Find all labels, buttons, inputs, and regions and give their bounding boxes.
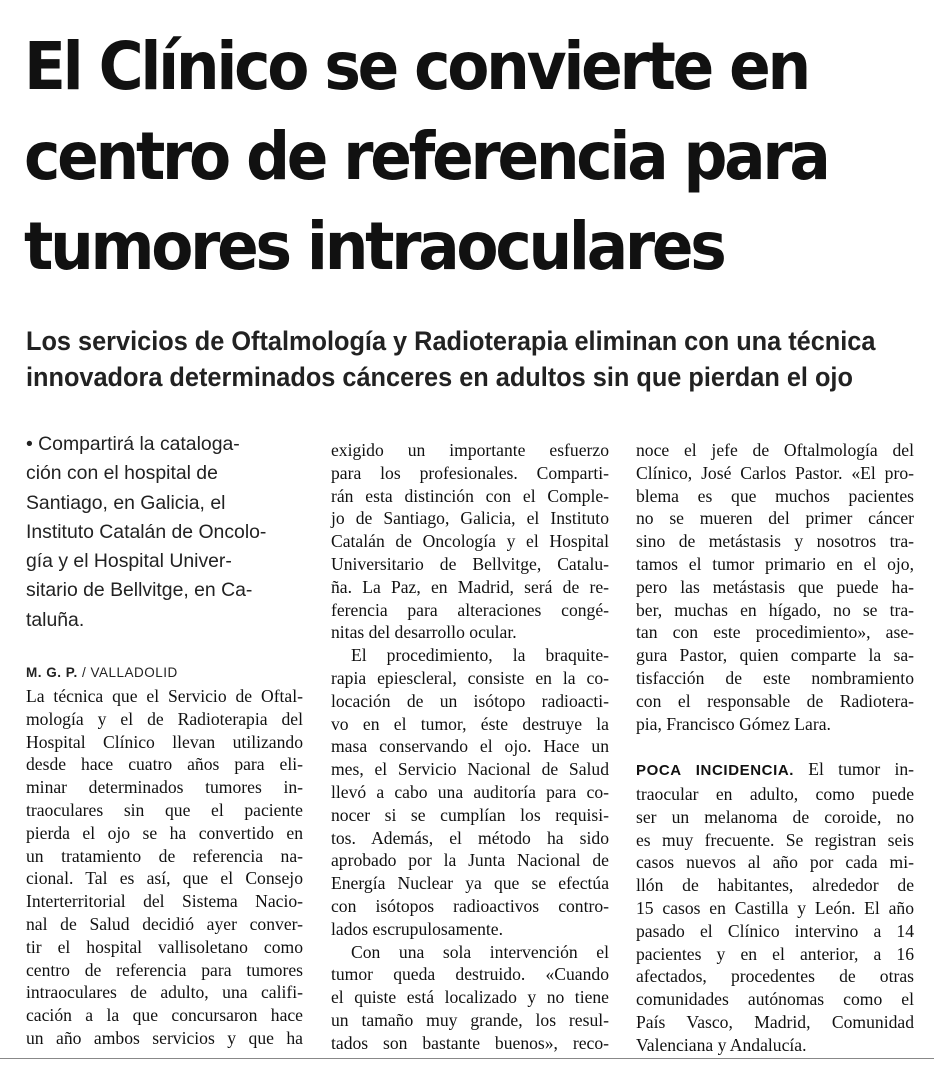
text-line: pero las metástasis que puede ha- bbox=[636, 576, 914, 597]
text-line: tados son bastante buenos», reco- bbox=[331, 1032, 609, 1053]
text-line: el quiste está localizado y no tiene bbox=[331, 987, 609, 1008]
text-line: locación de un isótopo radioacti- bbox=[331, 690, 609, 711]
text-line: ber, muchas en hígado, no se tra- bbox=[636, 599, 914, 620]
text-line: mología y el de Radioterapia del bbox=[26, 708, 303, 729]
text-line: casos nuevos al año por cada mi- bbox=[636, 852, 914, 873]
text-line: nocer si se cumplían los requisi- bbox=[331, 804, 609, 825]
text-line: El procedimiento, la braquite- bbox=[351, 645, 609, 666]
headline bbox=[24, 22, 852, 292]
text-line: pia, Francisco Gómez Lara. bbox=[636, 713, 831, 734]
summary-line: ción con el hospital de bbox=[26, 462, 218, 485]
text-line: cación a la que concursaron hace bbox=[26, 1005, 303, 1026]
summary-line: • Compartirá la cataloga- bbox=[26, 433, 240, 455]
text-line: tan con este procedimiento», ase- bbox=[636, 622, 914, 643]
text-line: para los profesionales. Comparti- bbox=[331, 462, 609, 483]
text-line: ser un melanoma de coroide, no bbox=[636, 806, 914, 827]
text-line: La técnica que el Servicio de Oftal- bbox=[26, 686, 303, 706]
text-line: rapia epiescleral, consiste en la co- bbox=[331, 667, 609, 688]
text-line: Universitario de Bellvitge, Catalu- bbox=[331, 553, 609, 574]
text-line: comunidades autónomas como el bbox=[636, 989, 914, 1010]
text-line: Catalán de Oncología y el Hospital bbox=[331, 531, 609, 552]
text-line: tir el hospital vallisoletano como bbox=[26, 936, 303, 957]
text-line: aprobado por la Junta Nacional de bbox=[331, 850, 609, 871]
summary-line: gía y el Hospital Univer- bbox=[26, 550, 232, 573]
text-line: traoculares sin que el paciente bbox=[26, 799, 303, 820]
text-line: intraoculares de adulto, una califi- bbox=[26, 982, 303, 1003]
article-column-1 bbox=[26, 685, 303, 1050]
text-line: nal de Salud decidió ayer conver- bbox=[26, 913, 303, 934]
text-line: pacientes y en el anterior, a 16 bbox=[636, 943, 914, 964]
text-line: con isótopos radioactivos contro- bbox=[331, 895, 609, 916]
text-line: un tratamiento de referencia na- bbox=[26, 845, 303, 866]
text-line: minar determinados tumores in- bbox=[26, 777, 303, 798]
text-line: un tamaño muy grande, los resul- bbox=[331, 1009, 609, 1030]
text-line: Valenciana y Andalucía. bbox=[636, 1034, 807, 1055]
text-line: nitas del desarrollo ocular. bbox=[331, 622, 517, 643]
headline-line: tumores intraoculares bbox=[24, 208, 724, 285]
byline-location: / VALLADOLID bbox=[77, 665, 178, 680]
text-line: es muy frecuente. Se registran seis bbox=[636, 829, 914, 850]
text-line: masa conservando el ojo. Hace un bbox=[331, 736, 609, 757]
summary-line: sitario de Bellvitge, en Ca- bbox=[26, 579, 253, 602]
text-line: con el responsable de Radiotera- bbox=[636, 690, 914, 711]
text-line: cional. Tal es así, que el Consejo bbox=[26, 868, 303, 889]
text-line: Interterritorial del Sistema Nacio- bbox=[26, 891, 303, 912]
article-column-2 bbox=[331, 439, 609, 1055]
text-line: afectados, procedentes de otras bbox=[636, 966, 914, 987]
text-line: desde hace cuatro años para eli- bbox=[26, 754, 303, 775]
text-line: vo en el tumor, éste destruye la bbox=[331, 713, 609, 734]
text-line: Con una sola intervención el bbox=[351, 941, 609, 962]
summary-line: Instituto Catalán de Oncolo- bbox=[26, 520, 267, 543]
section-kicker: POCA INCIDENCIA. bbox=[636, 762, 795, 780]
bottom-rule bbox=[0, 1058, 934, 1059]
text-line: ferencia para alteraciones congé- bbox=[331, 599, 609, 620]
text-line: tos. Además, el método ha sido bbox=[331, 827, 609, 848]
text-line: Clínico, José Carlos Pastor. «El pro- bbox=[636, 462, 914, 483]
text-line: lados escrupulosamente. bbox=[331, 918, 503, 939]
text-line: noce el jefe de Oftalmología del bbox=[636, 440, 914, 460]
kicker-rest: El tumor in- bbox=[794, 759, 914, 780]
text-line bbox=[636, 758, 914, 783]
text-line: 15 casos en Castilla y León. El año bbox=[636, 897, 914, 918]
text-line: llón de habitantes, alrededor de bbox=[636, 875, 914, 896]
text-line: pierda el ojo se ha convertido en bbox=[26, 822, 303, 843]
text-line: Hospital Clínico llevan utilizando bbox=[26, 731, 303, 752]
summary-line: taluña. bbox=[26, 608, 85, 631]
subtitle-line: Los servicios de Oftalmología y Radioterapia eliminan con una técnica bbox=[26, 326, 876, 356]
text-line: llevó a cabo una auditoría para co- bbox=[331, 781, 609, 802]
text-line: jo de Santiago, Galicia, el Instituto bbox=[331, 508, 609, 529]
text-line: Energía Nuclear ya que se efectúa bbox=[331, 873, 609, 894]
headline-line: El Clínico se convierte en bbox=[24, 28, 808, 105]
text-line: un año ambos servicios y que ha bbox=[26, 1027, 303, 1048]
text-line: rán esta distinción con el Comple- bbox=[331, 485, 609, 506]
byline-author: M. G. P. bbox=[26, 665, 78, 680]
text-line: exigido un importante esfuerzo bbox=[331, 440, 609, 460]
subtitle bbox=[26, 323, 876, 395]
text-line: mes, el Servicio Nacional de Salud bbox=[331, 759, 609, 780]
text-line: gura Pastor, quien comparte la sa- bbox=[636, 645, 914, 666]
article-column-3 bbox=[636, 439, 914, 1057]
text-line: pasado el Clínico intervino a 14 bbox=[636, 920, 914, 941]
text-line: ña. La Paz, en Madrid, será de re- bbox=[331, 576, 609, 597]
text-line: no se mueren del primer cáncer bbox=[636, 508, 914, 529]
text-line: blema es que muchos pacientes bbox=[636, 485, 914, 506]
text-line: tamos el tumor primario en el ojo, bbox=[636, 553, 914, 574]
summary-line: Santiago, en Galicia, el bbox=[26, 491, 226, 514]
byline bbox=[26, 665, 178, 680]
text-line: tisfacción de este nombramiento bbox=[636, 667, 914, 688]
text-line: País Vasco, Madrid, Comunidad bbox=[636, 1011, 914, 1032]
text-line: sino de metástasis y nosotros tra- bbox=[636, 531, 914, 552]
text-line: centro de referencia para tumores bbox=[26, 959, 303, 980]
summary-bullet bbox=[26, 430, 288, 635]
subtitle-line: innovadora determinados cánceres en adultos sin que pierdan el ojo bbox=[26, 362, 853, 392]
paragraph-gap bbox=[636, 735, 914, 758]
text-line: traocular en adulto, como puede bbox=[636, 783, 914, 804]
text-line: tumor queda destruido. «Cuando bbox=[331, 964, 609, 985]
headline-line: centro de referencia para bbox=[24, 118, 828, 195]
